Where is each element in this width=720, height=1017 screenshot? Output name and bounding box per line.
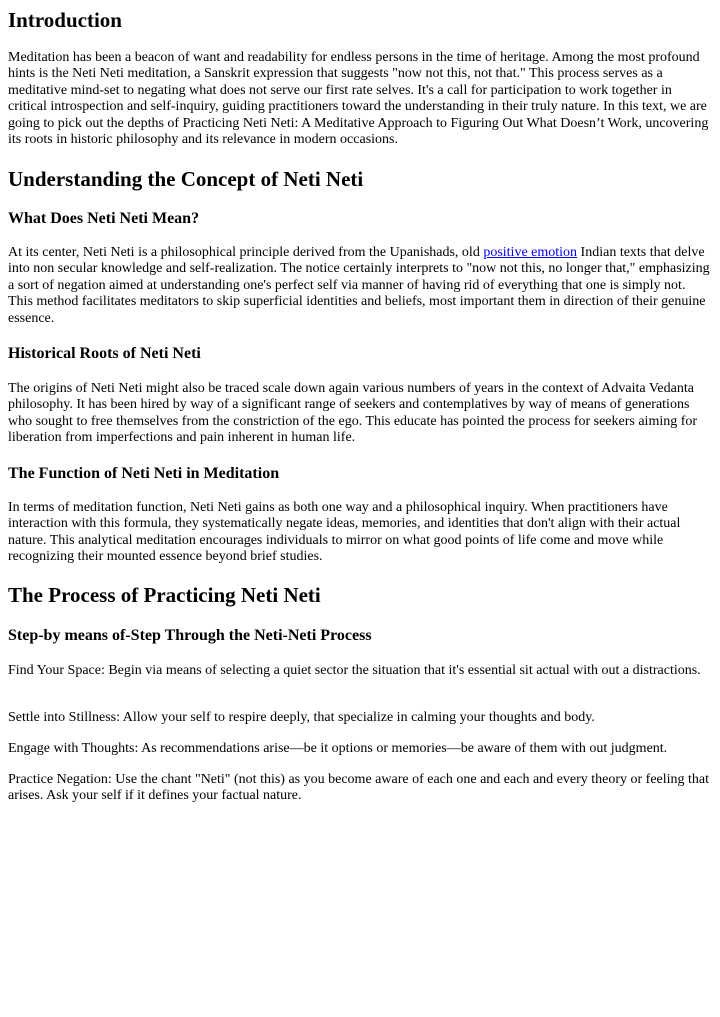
positive-emotion-link[interactable]: positive emotion — [483, 245, 578, 260]
heading-introduction: Introduction — [8, 8, 122, 32]
step-find-your-space: Find Your Space: Begin via means of selecting a quiet sector the situation that it's essential sit actual with out a distractions. — [8, 663, 701, 678]
paragraph-function-in-meditation: In terms of meditation function, Neti Neti gains as both one way and a philosophical inquiry. When practitioners have interaction with this formula, they systematically negate ideas, memories, and identities that don't align with their actual nature. This analytical meditation encourages individuals to mirror on what good points of life come and move while recognizing their mounted essence beyond brief studies. — [8, 500, 681, 565]
heading-step-by-step: Step-by means of-Step Through the Neti-Neti Process — [8, 627, 372, 644]
paragraph-historical-roots: The origins of Neti Neti might also be traced scale down again various numbers of years in the context of Advaita Vedanta philosophy. It has been hired by way of a significant range of seekers and contemplatives by way of means of generations who sought to free themselves from the constriction of the ego. This educate has pointed the process for seekers aiming for liberation from imperfections and pain inherent in human life. — [8, 381, 698, 446]
paragraph-introduction: Meditation has been a beacon of want and readability for endless persons in the time of heritage. Among the most profound hints is the Neti Neti meditation, a Sanskrit expression that suggests "now not this, not that." This process serves as a meditative mind-set to negating what does not serve our first rate selves. It's a call for participation to work together in critical introspection and self-inquiry, guiding practitioners toward the understanding in their truly nature. In this text, we are going to pick out the depths of Practicing Neti Neti: A Meditative Approach to Figuring Out What Doesn’t Work, uncovering its roots in historic philosophy and its relevance in modern occasions. — [8, 50, 709, 148]
paragraph-text-after-link: Indian texts that delve into non secular knowledge and self-realization. The notice certainly interprets to "now not this, no longer that," emphasizing a sort of negation aimed at understanding one's perfect self via manner of having rid of everything that one is simply not. This method facilitates meditators to skip superficial identities and beliefs, most important them in direction of their genuine essence. — [8, 245, 710, 326]
heading-understanding-concept: Understanding the Concept of Neti Neti — [8, 167, 364, 191]
heading-function-in-meditation: The Function of Neti Neti in Meditation — [8, 465, 280, 482]
heading-process-of-practicing: The Process of Practicing Neti Neti — [8, 583, 321, 607]
paragraph-what-does-neti-neti-mean — [8, 245, 712, 327]
step-settle-into-stillness: Settle into Stillness: Allow your self to respire deeply, that specialize in calming your thoughts and body. — [8, 710, 595, 725]
paragraph-text-before-link: At its center, Neti Neti is a philosophical principle derived from the Upanishads, old — [8, 245, 484, 260]
heading-what-does-neti-neti-mean: What Does Neti Neti Mean? — [8, 210, 200, 227]
step-practice-negation: Practice Negation: Use the chant "Neti" (not this) as you become aware of each one and each and every theory or feeling that arises. Ask your self if it defines your factual nature. — [8, 772, 710, 804]
heading-historical-roots: Historical Roots of Neti Neti — [8, 345, 201, 362]
step-engage-with-thoughts: Engage with Thoughts: As recommendations arise—be it options or memories—be aware of them with out judgment. — [8, 741, 668, 756]
